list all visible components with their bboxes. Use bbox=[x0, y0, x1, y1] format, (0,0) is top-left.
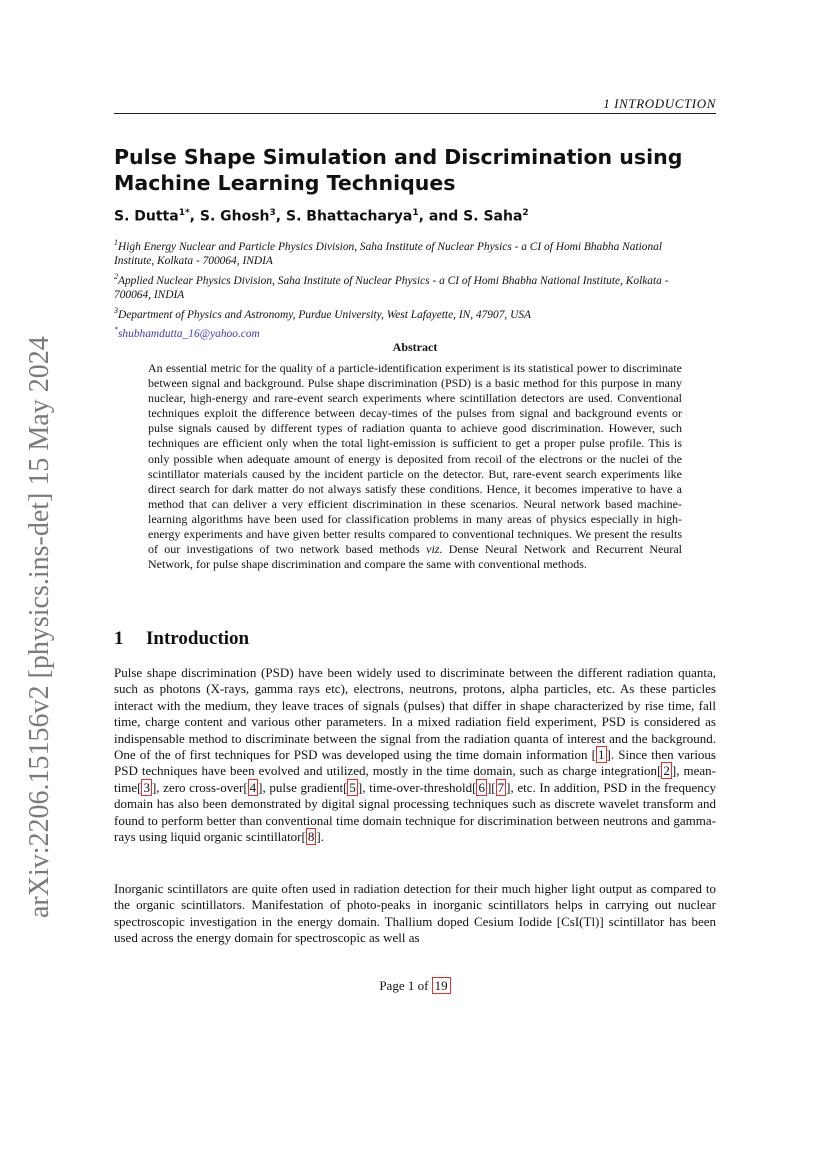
abstract-body bbox=[148, 361, 682, 572]
author-name: S. Saha bbox=[463, 208, 523, 225]
paper-title: Pulse Shape Simulation and Discrimination using Machine Learning Techniques bbox=[114, 145, 683, 195]
author-affiliation-mark: 3 bbox=[269, 208, 276, 218]
citation-link[interactable]: 3 bbox=[143, 779, 150, 795]
citation-link[interactable]: 4 bbox=[249, 779, 257, 795]
text-run: , zero cross-over bbox=[156, 779, 244, 795]
citation-link[interactable]: 2 bbox=[663, 763, 670, 779]
author-name: S. Bhattacharya bbox=[286, 208, 413, 225]
email-text[interactable]: shubhamdutta_16@yahoo.com bbox=[118, 327, 260, 340]
section-number: 1 bbox=[114, 628, 124, 649]
text-run: Pulse shape discrimination (PSD) have been widely used to discriminate between the different radiation quanta, such as photons (X-rays, gamma rays etc), electrons, neutrons, protons, alpha particles, etc. As these particles interact with the medium, they leave traces of signals (pulses) that differ in shape characterized by rise time, fall time, charge content and various other parameters. In a mixed radiation field experiment, PSD is considered as indispensable method to discriminate between the signal from the radiation quanta of interest and the background. One of the of first techniques for PSD was developed using the time domain information bbox=[114, 665, 716, 763]
author-separator: , bbox=[275, 208, 286, 225]
text-run: . Since then various PSD techniques have been evolved and utilized, mostly in the time domain, such as charge integration bbox=[114, 747, 716, 779]
citation-link[interactable]: 1 bbox=[598, 747, 605, 763]
affiliation-mark: 3 bbox=[114, 305, 118, 315]
affiliation-mark: 1 bbox=[114, 238, 118, 247]
text-run: , time-over-threshold bbox=[362, 779, 473, 795]
author-name: S. Ghosh bbox=[199, 208, 270, 225]
affiliation-text: High Energy Nuclear and Particle Physics Division, Saha Institute of Nuclear Physics - a CI of Homi Bhabha National Institute, Kolkata - 700064, INDIA bbox=[114, 240, 663, 268]
section-heading bbox=[114, 628, 716, 650]
affiliation-text: Applied Nuclear Physics Division, Saha Institute of Nuclear Physics - a CI of Homi Bhabha National Institute, Kolkata - 700064, INDIA bbox=[114, 274, 669, 302]
abstract-viz: viz. bbox=[426, 542, 443, 557]
citation-link[interactable]: 6 bbox=[478, 779, 485, 795]
author-affiliation-mark: 1* bbox=[178, 208, 190, 218]
abstract-text-end: Dense Neural Network and Recurrent Neural Network, for pulse shape discrimination and compare the same with conventional methods. bbox=[148, 542, 682, 572]
author-list bbox=[114, 208, 716, 225]
corresponding-email-link[interactable] bbox=[114, 323, 704, 341]
author-affiliation-mark: 2 bbox=[522, 208, 529, 218]
citation-link[interactable]: 5 bbox=[349, 779, 356, 795]
abstract-text: An essential metric for the quality of a particle-identification experiment is its statistical power to discriminate between signal and background. Pulse shape discrimination (PSD) is a basic method for this purpose in many nuclear, high-energy and rare-event search experiments where scintillation detectors are used. Conventional techniques exploit the difference between decay-times of the pulses from signal and background events or pulse signals caused by different types of radiation quanta to achieve good discrimination. However, such techniques are efficient only when the total light-emission is sufficient to get a proper pulse profile. This is only possible when adequate amount of energy is deposited from recoil of the electrons or the nuclei of the scintillator materials caused by the incident particle on the detector. But, rare-event search experiments like direct search for dark matter do not always satisfy these conditions. Hence, it becomes imperative to have a method that can deliver a very efficient discrimination in these scenarios. Neural network based machine-learning algorithms have been used for classification problems in many areas of physics especially in high-energy experiments and have given better results compared to conventional techniques. We present the results of our investigations of two network based methods bbox=[148, 361, 682, 557]
page-footer bbox=[114, 978, 716, 994]
author-name: S. Dutta bbox=[114, 208, 179, 225]
text-run: , etc. In addition, PSD in the frequency domain has also been demonstrated by digital signal processing techniques such as discrete wavelet transform and found to perform better than conventional time domain technique for discrimination between neutrons and gamma-rays using liquid organic scintillator bbox=[114, 779, 717, 845]
intro-paragraph-1: Pulse shape discrimination (PSD) have been widely used to discriminate between the different radiation quanta, such as photons (X-rays, gamma rays etc), electrons, neutrons, protons, alpha particles, etc. As these particles interact with the medium, they leave traces of signals (pulses) that differ in shape characterized by rise time, fall time, charge content and various other parameters. In a mixed radiation field experiment, PSD is considered as indispensable method to discriminate between the signal from the radiation quanta of interest and the background. One of the of first techniques for PSD was developed using the time domain information [ 1 ]. Since then various PSD techniques have been evolved and utilized, mostly in the time domain, such as charge integration[ 2 ], mean-time[ 3 ], zero cross-over[ 4 ], pulse gradient[ 5 ], time-over-threshold[ 6 ][ 7 ], etc. In addition, PSD in the frequency domain has also been demonstrated by digital signal processing techniques such as discrete wavelet transform and found to perform better than conventional time domain technique for discrimination between neutrons and gamma-rays using liquid organic scintillator[ 8 ]. bbox=[114, 665, 717, 845]
page-number-text: Page 1 of bbox=[379, 978, 432, 993]
text-run: , pulse gradient bbox=[262, 779, 344, 795]
email-mark: * bbox=[114, 324, 118, 334]
author-separator: , bbox=[189, 208, 200, 225]
running-head: 1 INTRODUCTION bbox=[603, 96, 716, 111]
affiliation bbox=[114, 304, 704, 322]
author-separator: , and bbox=[418, 208, 464, 225]
total-pages-link[interactable]: 19 bbox=[432, 977, 451, 994]
arxiv-stamp: arXiv:2206.15156v2 [physics.ins-det] 15 May 2024 bbox=[24, 336, 55, 918]
text-run: . bbox=[320, 829, 324, 845]
affiliation-list bbox=[114, 236, 704, 342]
affiliation bbox=[114, 236, 704, 269]
text-run: , mean-time bbox=[114, 763, 716, 795]
citation-link[interactable]: 7 bbox=[497, 779, 505, 795]
intro-paragraph-2: Inorganic scintillators are quite often used in radiation detection for their much higher light output as compared to the organic scintillators. Manifestation of photo-peaks in inorganic scintillators helps in carrying out nuclear spectroscopic investigation in the energy domain. Thallium doped Cesium Iodide [CsI(Tl)] scintillator has been used across the energy domain for spectroscopic as well as bbox=[114, 881, 716, 946]
citation-link[interactable]: 8 bbox=[307, 829, 315, 845]
abstract-heading: Abstract bbox=[392, 340, 438, 354]
affiliation bbox=[114, 270, 704, 303]
header-rule bbox=[114, 113, 716, 114]
section-title: Introduction bbox=[146, 628, 250, 649]
affiliation-mark: 2 bbox=[114, 271, 118, 281]
affiliation-text: Department of Physics and Astronomy, Purdue University, West Lafayette, IN, 47907, USA bbox=[118, 308, 531, 321]
author-affiliation-mark: 1 bbox=[412, 208, 419, 218]
